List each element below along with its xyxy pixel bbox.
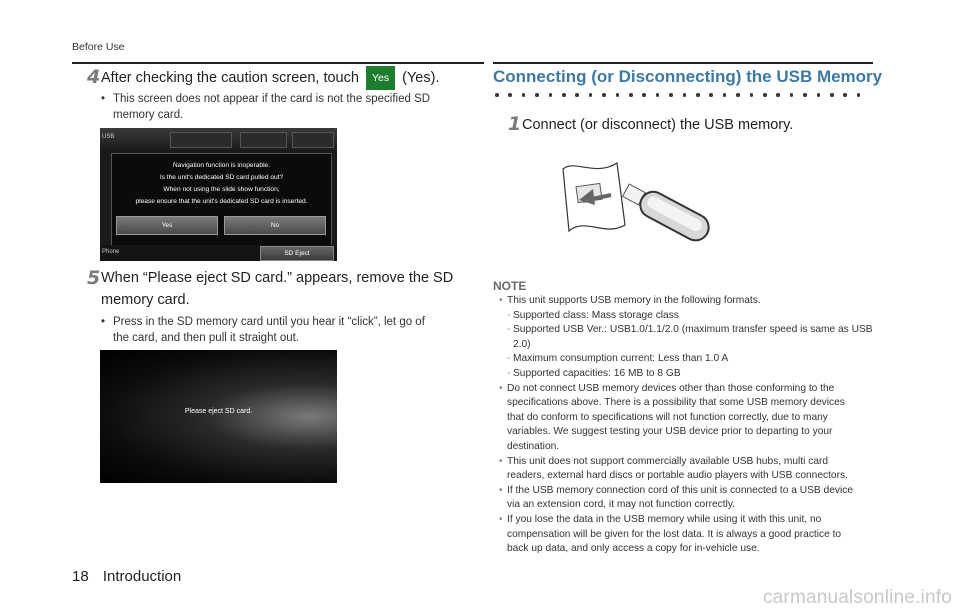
- rule-dot: [723, 93, 727, 97]
- page-footer: [72, 568, 181, 585]
- menu-tile: [292, 132, 334, 148]
- note-line: [507, 323, 877, 338]
- rule-dot: [790, 93, 794, 97]
- note-sub-marker: -: [507, 368, 511, 379]
- dialog-line-1: Navigation function is inoperable.: [172, 162, 271, 169]
- rule-dot: [709, 93, 713, 97]
- note-line-text: If you lose the data in the USB memory while using it with this unit, no: [507, 514, 822, 525]
- note-line: [513, 338, 877, 353]
- note-line: [507, 469, 877, 484]
- note-line-text: specifications above. There is a possibility that some USB memory devices: [507, 397, 845, 409]
- rule-dot: [843, 93, 847, 97]
- no-button[interactable]: No: [224, 216, 326, 235]
- note-line-text: Supported USB Ver.: USB1.0/1.1/2.0 (maximum transfer speed is same as USB: [513, 324, 873, 336]
- usb-stick-icon: [620, 179, 713, 245]
- step-4-text-before: After checking the caution screen, touch: [101, 70, 359, 86]
- yes-button[interactable]: Yes: [116, 216, 218, 235]
- note-line-text: back up data, and only access a copy for in-vehicle use.: [507, 543, 760, 555]
- rule-dot: [562, 93, 566, 97]
- rule-dot: [683, 93, 687, 97]
- rule-dot: [575, 93, 579, 97]
- usb-step-1-number: 1: [508, 113, 522, 135]
- note-line-text: Maximum consumption current: Less than 1.0 A: [513, 353, 729, 365]
- menu-tile: [170, 132, 232, 148]
- step-4-text-after: (Yes).: [402, 70, 440, 86]
- caution-dialog: [111, 153, 332, 247]
- note-line-text: via an extension cord, it may not function correctly.: [507, 499, 736, 511]
- dotted-rule: [493, 90, 873, 100]
- step-5-line1: When “Please eject SD card.” appears, remove the SD: [101, 270, 454, 286]
- watermark: carmanualsonline.info: [762, 587, 952, 608]
- dialog-line-4: please ensure that the unit's dedicated SD card is inserted.: [135, 198, 308, 205]
- note-line: [499, 294, 877, 309]
- step-5-text: [101, 267, 453, 311]
- note-line-text: Supported capacities: 16 MB to 8 GB: [513, 368, 681, 379]
- footer-section: Introduction: [102, 568, 182, 585]
- step-4-number: 4: [87, 66, 101, 88]
- sd-eject-button[interactable]: SD Eject: [260, 246, 334, 261]
- step-5-bullet-line2: the card, and then pull it straight out.: [113, 332, 300, 344]
- rule-dot: [750, 93, 754, 97]
- note-line: [499, 382, 877, 397]
- note-line-text: If the USB memory connection cord of this unit is connected to a USB device: [507, 484, 853, 496]
- note-line-text: 2.0): [513, 338, 531, 350]
- note-line-text: This unit does not support commercially available USB hubs, multi card: [507, 455, 829, 467]
- note-line-text: Supported class: Mass storage class: [513, 309, 679, 321]
- rule-dot: [817, 93, 821, 97]
- note-line: [499, 513, 877, 528]
- step-5-line2: memory card.: [101, 292, 190, 308]
- note-line-text: that do conform to specifications will not function correctly, due to many: [507, 411, 828, 423]
- step-5-bullet-line1: Press in the SD memory card until you hear it “click”, let go of: [113, 316, 425, 328]
- dialog-line-3: When not using the slide show function,: [163, 186, 280, 193]
- rule-dot: [857, 93, 861, 97]
- note-sub-marker: -: [507, 324, 511, 336]
- note-line-text: This unit supports USB memory in the following formats.: [507, 295, 761, 306]
- note-line: [507, 352, 877, 367]
- note-line: [507, 528, 877, 543]
- note-bullet-marker: •: [499, 484, 503, 496]
- rule-dot: [616, 93, 620, 97]
- rule-dot: [776, 93, 780, 97]
- step-5-number: 5: [87, 267, 101, 289]
- section-title: Connecting (or Disconnecting) the USB Memory: [493, 67, 883, 86]
- rule-dot: [495, 93, 499, 97]
- note-sub-marker: -: [507, 309, 511, 321]
- note-line: [507, 425, 877, 440]
- dialog-line-2: Is the unit's dedicated SD card pulled out?: [159, 174, 284, 181]
- rule-dot: [535, 93, 539, 97]
- note-line-text: readers, external hard discs or portable audio players with USB connectors.: [507, 470, 848, 482]
- usb-side-label: USB: [102, 134, 115, 140]
- running-header: Before Use: [72, 41, 125, 53]
- note-line: [507, 542, 877, 557]
- header-rule-left: [72, 62, 484, 64]
- note-line: [507, 411, 877, 426]
- phone-side-label: Phone: [102, 249, 120, 255]
- rule-dot: [642, 93, 646, 97]
- note-line: [507, 498, 877, 513]
- page-number: 18: [72, 568, 89, 585]
- note-line: [499, 455, 877, 470]
- usb-illustration: [555, 155, 715, 273]
- rule-dot: [803, 93, 807, 97]
- note-line-text: variables. We suggest testing your USB device prior to departing to your: [507, 426, 833, 438]
- rule-dot: [549, 93, 553, 97]
- eject-message: Please eject SD card.: [184, 408, 253, 415]
- step-4-bullet-line1: This screen does not appear if the card is not the specified SD: [113, 93, 431, 105]
- caution-screen: [100, 128, 337, 261]
- rule-dot: [696, 93, 700, 97]
- step-4-bullet: • This screen does not appear if the card is not the specified SD memory card.: [101, 91, 481, 123]
- note-sub-marker: -: [507, 353, 511, 365]
- yes-badge: Yes: [366, 66, 395, 90]
- rule-dot: [669, 93, 673, 97]
- note-bullet-marker: •: [499, 514, 503, 525]
- menu-tile: [240, 132, 287, 148]
- rule-dot: [736, 93, 740, 97]
- usb-step-1-text: Connect (or disconnect) the USB memory.: [522, 117, 794, 133]
- note-line-text: compensation will be given for the lost data. It is always a good practice to: [507, 528, 842, 540]
- note-line-text: Do not connect USB memory devices other than those conforming to the: [507, 382, 835, 394]
- note-bullet-marker: •: [499, 382, 503, 394]
- rule-dot: [508, 93, 512, 97]
- rule-dot: [589, 93, 593, 97]
- note-line: [507, 440, 877, 455]
- step-5-bullet: • Press in the SD memory card until you hear it “click”, let go of the card, and then pull it straight out.: [101, 314, 481, 346]
- note-line: [499, 484, 877, 499]
- eject-screen: [100, 350, 337, 483]
- note-bullet-marker: •: [499, 295, 503, 306]
- rule-dot: [830, 93, 834, 97]
- header-rule-right: [493, 62, 873, 64]
- rule-dot: [656, 93, 660, 97]
- note-line-text: destination.: [507, 441, 560, 452]
- note-line: [507, 396, 877, 411]
- rule-dot: [602, 93, 606, 97]
- rule-dot: [629, 93, 633, 97]
- rule-dot: [763, 93, 767, 97]
- rule-dot: [522, 93, 526, 97]
- note-line: [507, 367, 877, 382]
- step-4-text: [101, 66, 439, 90]
- step-4-bullet-line2: memory card.: [113, 109, 184, 121]
- note-bullet-marker: •: [499, 455, 503, 467]
- note-title: NOTE: [493, 279, 527, 293]
- note-line: [507, 309, 877, 324]
